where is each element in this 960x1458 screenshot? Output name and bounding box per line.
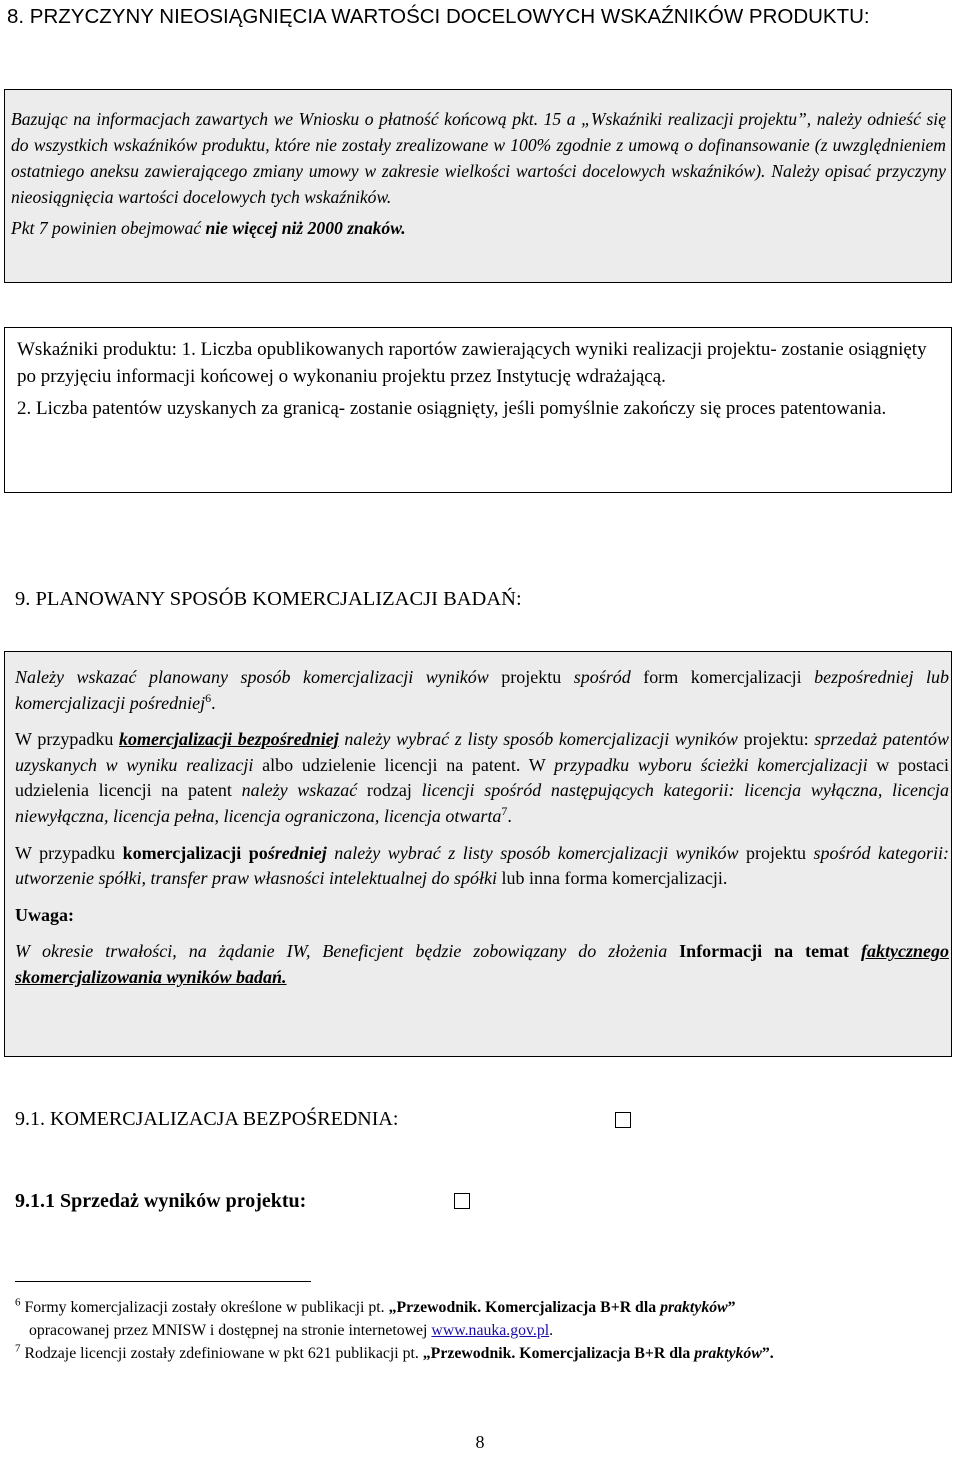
text-span: rodzaj	[357, 780, 422, 801]
emphasis-direct-commercialization: komercjalizacji bezpośredniej	[119, 729, 339, 750]
uwaga-label: Uwaga:	[15, 904, 74, 925]
publication-title-quote: ”.	[761, 1345, 774, 1362]
section-8-title: 8. PRZYCZYNY NIEOSIĄGNIĘCIA WARTOŚCI DOCELOWYCH WSKAŹNIKÓW PRODUKTU:	[7, 5, 870, 28]
section-9-1-colon: :	[392, 1108, 399, 1130]
emphasis-report-title-tail: faktycznego skomercjalizowania wyników badań.	[15, 941, 949, 987]
publication-title-italic: praktyków	[660, 1299, 728, 1316]
emphasis-report-title: Informacji na temat	[679, 941, 862, 962]
text-span: .	[211, 692, 216, 713]
publication-title-quote: ”	[727, 1299, 736, 1316]
footnote-7-number: 7	[15, 1342, 21, 1355]
text-span: spośród kategorii: utworzenie spółki, transfer praw własności intelektualnej do spółki	[15, 842, 949, 889]
section-9-instruction-box	[4, 651, 952, 1057]
text-span: należy wybrać z listy sposób komercjalizacji wyników	[338, 729, 738, 750]
text-span: Rodzaje licencji zostały zdefiniowane w pkt 621 publikacji pt.	[20, 1345, 423, 1362]
footnote-separator	[15, 1281, 311, 1282]
text-span: projektu:	[737, 729, 815, 750]
answer-indicator-1: Wskaźniki produktu: 1. Liczba opublikowanych raportów zawierających wyniki realizacji projektu- zostanie osiągnięty po przyjęciu informacji końcowej o wykonaniu projektu przez Instytucję wdrażającą.	[17, 339, 927, 387]
text-span: opracowanej przez MNISW i dostępnej na stronie internetowej	[29, 1322, 432, 1339]
nauka-gov-link[interactable]: www.nauka.gov.pl	[431, 1322, 550, 1339]
section-9-1-1-title: 9.1.1 Sprzedaż wyników projektu:	[15, 1190, 307, 1212]
section-9-1-1-checkbox[interactable]	[454, 1193, 470, 1209]
section-9-1-title	[15, 1104, 398, 1134]
text-span: projektu	[738, 842, 814, 863]
footnote-7	[15, 1342, 945, 1365]
text-span: W przypadku	[15, 729, 120, 750]
text-span: .	[507, 805, 512, 826]
footnote-ref-7[interactable]: 7	[501, 803, 508, 818]
answer-indicator-2: 2. Liczba patentów uzyskanych za granicą- zostanie osiągnięty, jeśli pomyślnie zakończy się proces patentowania.	[17, 398, 887, 419]
text-span: w postaci udzielenia licencji na patent	[15, 754, 950, 801]
text-span: Należy wskazać planowany sposób komercjalizacji wyników	[15, 667, 489, 687]
publication-title: „Przewodnik. Komercjalizacja B+R dla	[422, 1345, 695, 1362]
text-span: form komercjalizacji	[630, 667, 815, 687]
emphasis-indirect-commercialization: komercjalizacji po	[122, 842, 268, 863]
footnote-ref-6[interactable]: 6	[205, 690, 212, 705]
text-span: licencji spośród następujących kategorii: licencja wyłączna, licencja niewyłączna, licencja pełna, licencja ograniczona, licencja otwarta	[15, 780, 949, 826]
publication-title-italic: praktyków	[694, 1345, 762, 1362]
text-span: albo udzielenie licencji na patent. W	[253, 754, 555, 775]
text-span: przypadku wyboru ścieżki komercjalizacji	[554, 754, 868, 775]
char-limit-value: nie więcej niż 2000 znaków.	[205, 218, 406, 238]
section-9-title: 9. PLANOWANY SPOSÓB KOMERCJALIZACJI BADAŃ:	[15, 588, 522, 610]
text-span: W okresie trwałości, na żądanie IW, Beneficjent będzie zobowiązany do złożenia	[15, 941, 680, 962]
text-span: należy wskazać	[241, 780, 358, 801]
section-9-1-checkbox[interactable]	[615, 1112, 631, 1128]
publication-title: „Przewodnik. Komercjalizacja B+R dla	[388, 1299, 661, 1316]
char-limit-prefix: Pkt 7 powinien obejmować	[11, 218, 206, 238]
section-9-paragraph-1	[15, 665, 949, 716]
section-8-instruction-box	[4, 89, 952, 283]
section-8-char-limit-note	[11, 215, 946, 241]
page-number: 8	[475, 1432, 485, 1452]
text-span: Formy komercjalizacji zostały określone w publikacji pt.	[20, 1299, 389, 1316]
section-9-paragraph-3	[15, 841, 949, 892]
section-9-paragraph-4	[15, 939, 949, 990]
section-8-instruction-text: Bazując na informacjach zawartych we Wniosku o płatność końcową pkt. 15 a „Wskaźniki realizacji projektu”, należy odnieść się do wszystkich wskaźników produktu, które nie zostały zrealizowane w 100% zgodnie z umową o dofinansowanie (z uwzględnieniem ostatniego aneksu zawierającego zmiany umowy w zakresie wielkości wartości docelowych wskaźników). Należy opisać przyczyny nieosiągnięcia wartości docelowych tych wskaźników.	[11, 109, 946, 207]
footnote-6-number: 6	[15, 1296, 21, 1309]
text-span: spośród	[573, 667, 631, 687]
text-span: bezpośredniej lub komercjalizacji pośredniej	[15, 667, 949, 713]
section-9-paragraph-2	[15, 727, 949, 829]
text-span: projektu	[488, 667, 574, 687]
emphasis-indirect-commercialization-tail: średniej	[267, 842, 327, 863]
section-8-answer-box[interactable]	[4, 327, 952, 493]
text-span: sprzedaż patentów uzyskanych w wyniku realizacji	[15, 729, 950, 775]
footnote-6	[15, 1296, 945, 1342]
text-span: lub inna forma komercjalizacji.	[496, 868, 728, 889]
text-span: należy wybrać z listy sposób komercjalizacji wyników	[326, 842, 739, 863]
text-span: W przypadku	[15, 842, 123, 863]
text-span: .	[549, 1322, 554, 1339]
section-9-1-title-text: 9.1. KOMERCJALIZACJA BEZPOŚREDNIA	[15, 1108, 393, 1130]
